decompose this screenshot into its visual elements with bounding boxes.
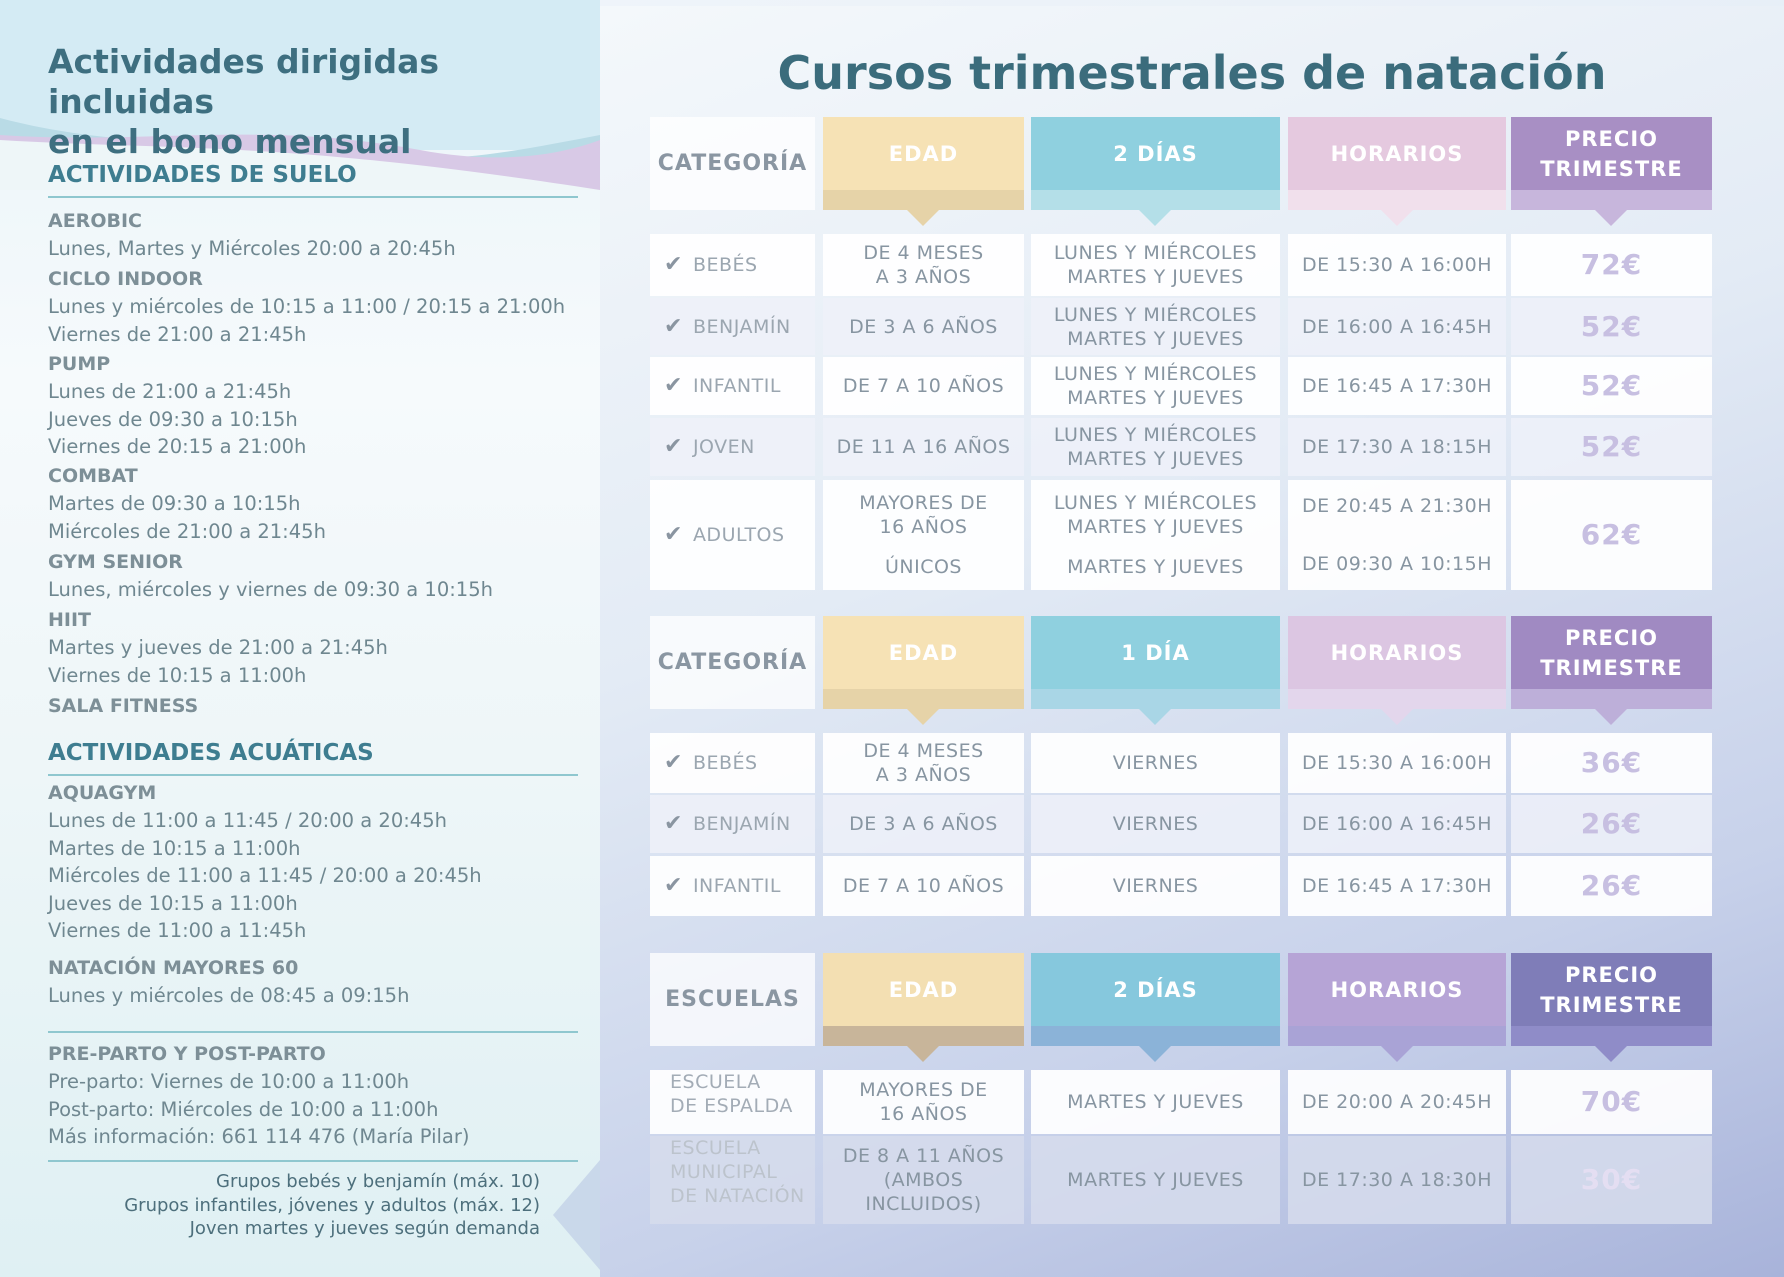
table3-row-edad (823, 1136, 1024, 1224)
activity-schedule: Lunes, miércoles y viernes de 09:30 a 10:15h (48, 578, 493, 601)
activity-schedule: Jueves de 09:30 a 10:15h (48, 407, 298, 431)
main-title: Cursos trimestrales de natación (777, 46, 1607, 100)
table1-row-category (650, 298, 815, 355)
category-label: BENJAMÍN (692, 813, 791, 835)
table3-header-dias: 2 DÍAS (1031, 953, 1280, 1026)
table1-row-category (650, 480, 815, 590)
table2-row-dias: VIERNES (1031, 733, 1280, 793)
horario-text: DE 20:45 A 21:30H (1301, 495, 1493, 517)
header-arrow (907, 709, 939, 725)
header-arrow (907, 210, 939, 226)
check-icon: ✔ (664, 252, 683, 277)
table2-header-horarios: HORARIOS (1288, 616, 1506, 689)
table2-row-precio: 26€ (1511, 856, 1712, 916)
header-arrow (1595, 1046, 1627, 1062)
table1-header-edad: EDAD (823, 117, 1024, 190)
activity-hiit (48, 606, 588, 689)
activity-schedule: Pre-parto: Viernes de 10:00 a 11:00h (48, 1070, 410, 1093)
activity-preparto (48, 1040, 588, 1151)
table1-row-edad: DE 3 A 6 AÑOS (823, 298, 1024, 355)
table2-row-precio: 26€ (1511, 795, 1712, 853)
activity-schedule: Lunes y miércoles de 08:45 a 09:15h (48, 984, 410, 1007)
suelo-heading: ACTIVIDADES DE SUELO (48, 162, 578, 198)
dias-text: LUNES Y MIÉRCOLES (1053, 492, 1258, 514)
table1-row-horario: DE 16:00 A 16:45H (1288, 298, 1506, 355)
trimestre-label: TRIMESTRE (1540, 655, 1683, 680)
table3-row-edad (823, 1070, 1024, 1134)
table1-row-edad (823, 480, 1024, 590)
note-line: Grupos infantiles, jóvenes y adultos (máx. 12) (124, 1194, 540, 1216)
edad-text: DE 8 A 11 AÑOS (842, 1145, 1005, 1167)
activity-schedule: Miércoles de 11:00 a 11:45 / 20:00 a 20:45h (48, 864, 482, 887)
table1-row-horario (1288, 480, 1506, 590)
table3-header-edad: EDAD (823, 953, 1024, 1026)
header-strip (1511, 190, 1712, 210)
table2-row-dias: VIERNES (1031, 856, 1280, 916)
table2-row-edad: DE 7 A 10 AÑOS (823, 856, 1024, 916)
precio-label: PRECIO (1565, 126, 1658, 151)
dias-text: MARTES Y JUEVES (1067, 327, 1244, 350)
table3-row-dias: MARTES Y JUEVES (1031, 1070, 1280, 1134)
table2-row-category (650, 856, 815, 916)
edad-text: DE 4 MESES (863, 740, 984, 762)
activity-schedule: Lunes de 11:00 a 11:45 / 20:00 a 20:45h (48, 809, 447, 832)
escuela-text: ESCUELA (670, 1071, 761, 1093)
check-icon: ✔ (664, 750, 683, 775)
dias-text: MARTES Y JUEVES (1067, 387, 1244, 409)
category-label: BEBÉS (692, 254, 758, 276)
activity-schedule: Martes de 10:15 a 11:00h (48, 836, 301, 860)
category-label: INFANTIL (692, 375, 781, 397)
activity-natacion-mayores (48, 954, 588, 1010)
check-icon: ✔ (664, 313, 683, 339)
table2-header-edad: EDAD (823, 616, 1024, 689)
category-label: JOVEN (692, 436, 755, 458)
section-divider (48, 1031, 578, 1033)
edad-text: 16 AÑOS (879, 1103, 968, 1125)
header-arrow (1595, 210, 1627, 226)
dias-text: LUNES Y MIÉRCOLES (1053, 363, 1258, 385)
table3-header-horarios: HORARIOS (1288, 953, 1506, 1026)
header-strip (823, 1026, 1024, 1046)
header-strip (1031, 1026, 1280, 1046)
dias-text: LUNES Y MIÉRCOLES (1053, 424, 1258, 446)
table2-row-edad: DE 3 A 6 AÑOS (823, 795, 1024, 853)
activity-schedule: Viernes de 10:15 a 11:00h (48, 663, 307, 687)
header-arrow (1139, 1046, 1171, 1062)
edad-text: ÚNICOS (884, 556, 962, 578)
activity-name: PRE-PARTO Y POST-PARTO (48, 1043, 326, 1065)
note-line: Grupos bebés y benjamín (máx. 10) (216, 1171, 540, 1192)
table2-row-horario: DE 16:00 A 16:45H (1288, 795, 1506, 853)
table3-row-precio: 30€ (1511, 1136, 1712, 1224)
dias-text: MARTES Y JUEVES (1067, 556, 1244, 578)
table2-row-horario: DE 16:45 A 17:30H (1288, 856, 1506, 916)
activity-name: NATACIÓN MAYORES 60 (48, 957, 299, 979)
check-icon: ✔ (664, 873, 683, 898)
header-strip (1288, 1026, 1506, 1046)
edad-text: A 3 AÑOS (875, 266, 972, 288)
header-strip (823, 190, 1024, 210)
header-arrow (1139, 210, 1171, 226)
activity-schedule: Lunes y miércoles de 10:15 a 11:00 / 20:15 a 21:00h (48, 295, 566, 318)
note-line: Joven martes y jueves según demanda (189, 1218, 540, 1239)
category-label: BENJAMÍN (692, 315, 791, 338)
trimestre-label: TRIMESTRE (1540, 156, 1683, 181)
table1-row-category (650, 357, 815, 415)
dias-text: LUNES Y MIÉRCOLES (1053, 303, 1258, 326)
table2-row-dias: VIERNES (1031, 795, 1280, 853)
activity-ciclo-indoor (48, 265, 588, 348)
table1-row-horario: DE 17:30 A 18:15H (1288, 418, 1506, 476)
activity-pump (48, 350, 588, 461)
acuaticas-heading: ACTIVIDADES ACUÁTICAS (48, 740, 578, 776)
table1-row-horario: DE 15:30 A 16:00H (1288, 234, 1506, 296)
table3-header-escuelas: ESCUELAS (650, 953, 815, 1046)
activity-combat (48, 462, 588, 545)
table3-row-horario: DE 20:00 A 20:45H (1288, 1070, 1506, 1134)
section-divider (48, 1160, 578, 1162)
activity-schedule: Más información: 661 114 476 (María Pilar) (48, 1125, 470, 1148)
table3-row-escuela (650, 1070, 815, 1134)
dias-text: MARTES Y JUEVES (1067, 266, 1244, 288)
edad-text: MAYORES DE (859, 492, 988, 514)
table3-row-horario: DE 17:30 A 18:30H (1288, 1136, 1506, 1224)
edad-text: INCLUIDOS) (865, 1193, 982, 1215)
category-label: INFANTIL (692, 875, 781, 897)
table1-row-edad: DE 7 A 10 AÑOS (823, 357, 1024, 415)
left-panel (0, 0, 600, 1277)
edad-text: DE 4 MESES (863, 242, 984, 264)
left-title (48, 42, 588, 162)
header-arrow (907, 1046, 939, 1062)
activity-schedule: Lunes de 21:00 a 21:45h (48, 380, 292, 403)
check-icon: ✔ (664, 811, 683, 836)
table1-row-dias (1031, 480, 1280, 590)
header-strip (1288, 190, 1506, 210)
check-icon: ✔ (664, 373, 683, 398)
trimestre-label: TRIMESTRE (1540, 992, 1683, 1017)
header-strip (1511, 1026, 1712, 1046)
table2-row-precio: 36€ (1511, 733, 1712, 793)
table1-header-precio (1511, 117, 1712, 190)
header-strip (1031, 689, 1280, 709)
table1-row-precio: 52€ (1511, 298, 1712, 355)
precio-label: PRECIO (1565, 625, 1658, 650)
group-notes (124, 1170, 540, 1241)
table2-header-precio (1511, 616, 1712, 689)
activity-name: COMBAT (48, 465, 138, 487)
check-icon: ✔ (664, 434, 683, 459)
table1-row-edad (823, 234, 1024, 296)
header-strip (1511, 689, 1712, 709)
table1-row-precio: 52€ (1511, 357, 1712, 415)
table2-row-category (650, 795, 815, 853)
table2-row-edad (823, 733, 1024, 793)
activity-gym-senior (48, 548, 588, 604)
table1-row-dias (1031, 298, 1280, 355)
header-strip (823, 689, 1024, 709)
table1-row-precio: 52€ (1511, 418, 1712, 476)
category-label: BEBÉS (692, 752, 758, 774)
horario-text: DE 09:30 A 10:15H (1301, 553, 1493, 575)
table1-header-categoria: CATEGORÍA (650, 117, 815, 210)
table1-row-category (650, 234, 815, 296)
dias-text: MARTES Y JUEVES (1067, 516, 1244, 538)
table3-row-dias: MARTES Y JUEVES (1031, 1136, 1280, 1224)
activity-name: CICLO INDOOR (48, 268, 203, 290)
dias-text: MARTES Y JUEVES (1067, 448, 1244, 470)
table2-row-horario: DE 15:30 A 16:00H (1288, 733, 1506, 793)
activity-schedule: Lunes, Martes y Miércoles 20:00 a 20:45h (48, 237, 456, 260)
table2-row-category (650, 733, 815, 793)
activity-sala-fitness (48, 692, 588, 720)
activity-schedule: Martes y jueves de 21:00 a 21:45h (48, 636, 388, 659)
table1-row-precio: 72€ (1511, 234, 1712, 296)
header-arrow (1381, 709, 1413, 725)
edad-text: A 3 AÑOS (875, 764, 972, 786)
activity-name: GYM SENIOR (48, 551, 183, 573)
activity-schedule: Viernes de 20:15 a 21:00h (48, 435, 307, 458)
dias-text: LUNES Y MIÉRCOLES (1053, 242, 1258, 264)
activity-schedule: Post-parto: Miércoles de 10:00 a 11:00h (48, 1097, 439, 1121)
header-arrow (1381, 1046, 1413, 1062)
activity-name: HIIT (48, 609, 92, 631)
escuela-text: DE NATACIÓN (670, 1185, 805, 1207)
escuela-text: ESCUELA (670, 1137, 761, 1159)
activity-name: AQUAGYM (48, 782, 157, 804)
table3-header-precio (1511, 953, 1712, 1026)
activity-schedule: Martes de 09:30 a 10:15h (48, 492, 301, 515)
left-title-line: Actividades dirigidas incluidas (48, 42, 440, 121)
table3-row-precio: 70€ (1511, 1070, 1712, 1134)
activity-schedule: Viernes de 21:00 a 21:45h (48, 322, 307, 346)
table3-row-escuela (650, 1136, 815, 1224)
check-icon: ✔ (664, 522, 683, 547)
header-strip (1031, 190, 1280, 210)
table1-row-precio: 62€ (1511, 480, 1712, 590)
activity-schedule: Jueves de 10:15 a 11:00h (48, 891, 298, 915)
precio-label: PRECIO (1565, 962, 1658, 987)
header-strip (1288, 689, 1506, 709)
edad-text: (AMBOS (883, 1169, 964, 1191)
table1-row-dias (1031, 234, 1280, 296)
left-title-line: en el bono mensual (48, 122, 412, 161)
escuela-text: MUNICIPAL (670, 1161, 778, 1183)
table2-header-categoria: CATEGORÍA (650, 616, 815, 709)
header-arrow (1595, 709, 1627, 725)
activity-aerobic (48, 207, 588, 263)
table1-row-horario: DE 16:45 A 17:30H (1288, 357, 1506, 415)
activity-schedule: Miércoles de 21:00 a 21:45h (48, 519, 326, 543)
edad-text: 16 AÑOS (879, 516, 968, 538)
header-arrow (1139, 709, 1171, 725)
table1-row-dias (1031, 357, 1280, 415)
table2-header-dias: 1 DÍA (1031, 616, 1280, 689)
edad-text: MAYORES DE (859, 1079, 988, 1101)
escuela-text: DE ESPALDA (670, 1095, 793, 1117)
table1-row-dias (1031, 418, 1280, 476)
header-arrow (1381, 210, 1413, 226)
activity-aquagym (48, 779, 588, 945)
table1-header-dias: 2 DÍAS (1031, 117, 1280, 190)
category-label: ADULTOS (692, 524, 785, 546)
table1-row-category (650, 418, 815, 476)
activity-name: PUMP (48, 353, 111, 375)
activity-schedule: Viernes de 11:00 a 11:45h (48, 919, 307, 942)
activity-name: SALA FITNESS (48, 695, 199, 717)
table1-header-horarios: HORARIOS (1288, 117, 1506, 190)
activity-name: AEROBIC (48, 210, 142, 232)
table1-row-edad: DE 11 A 16 AÑOS (823, 418, 1024, 476)
pointer-notch (553, 1160, 600, 1270)
